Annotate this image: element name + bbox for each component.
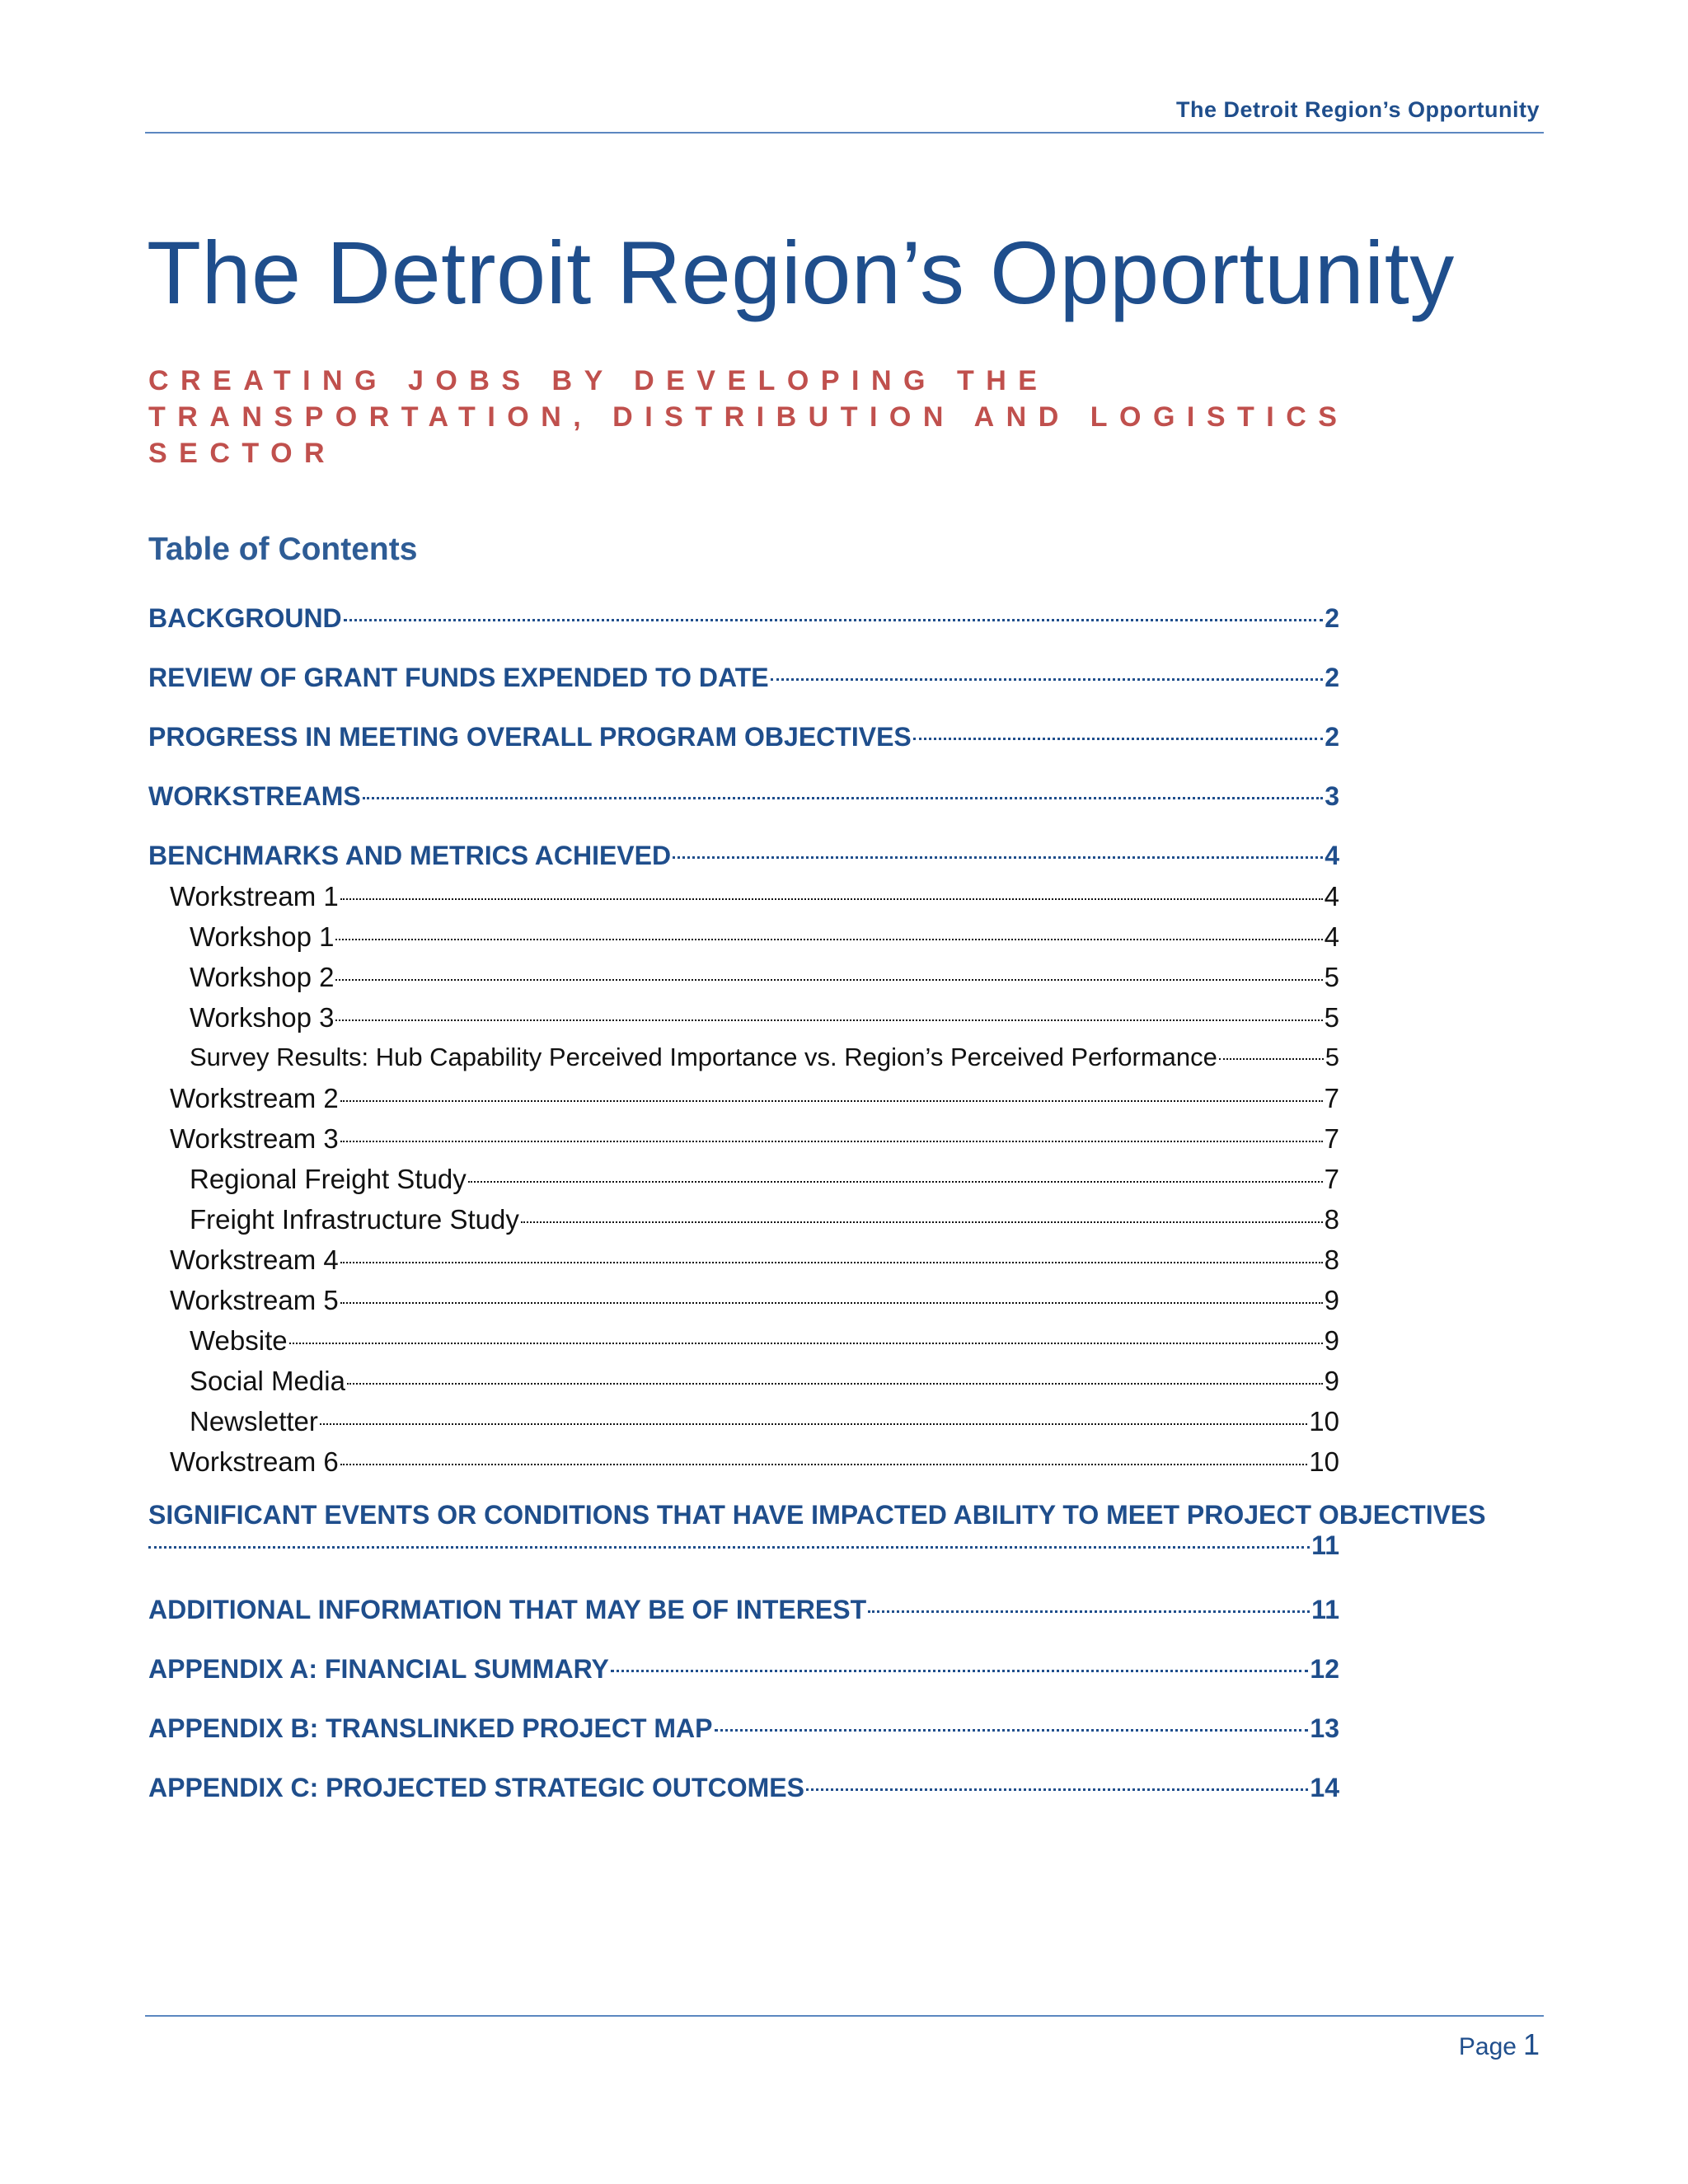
toc-entry-workstream-4[interactable]	[170, 1244, 1339, 1284]
toc-entry-website[interactable]	[190, 1325, 1339, 1365]
toc-entry-workshop-1[interactable]	[190, 921, 1339, 961]
toc-entry-label: APPENDIX B: TRANSLINKED PROJECT MAP	[148, 1713, 713, 1743]
toc-entry-page: 14	[1310, 1773, 1339, 1802]
toc-entry-label: ADDITIONAL INFORMATION THAT MAY BE OF INTEREST	[148, 1595, 867, 1624]
dot-leader	[320, 1423, 1307, 1425]
toc-entry-benchmarks-metrics[interactable]	[148, 841, 1339, 880]
toc-entry-page: 10	[1309, 1446, 1339, 1477]
page-number: 1	[1522, 2027, 1540, 2061]
toc-entry-workstream-1[interactable]	[170, 881, 1339, 921]
toc-entry-page: 5	[1324, 962, 1339, 992]
dot-leader	[1219, 1058, 1324, 1060]
toc-entry-page: 9	[1324, 1285, 1339, 1315]
toc-entry-label: Workshop 3	[190, 1002, 335, 1033]
toc-entry-page: 3	[1325, 781, 1339, 811]
dot-leader	[148, 1546, 1310, 1549]
toc-entry-label: WORKSTREAMS	[148, 781, 361, 811]
toc-entry-label: Workstream 3	[170, 1123, 339, 1154]
toc-entry-survey-results[interactable]	[190, 1043, 1339, 1082]
toc-entry-page: 8	[1324, 1244, 1339, 1275]
dot-leader	[340, 1302, 1323, 1304]
toc-entry-workstream-6[interactable]	[170, 1446, 1339, 1486]
toc-entry-label: BENCHMARKS AND METRICS ACHIEVED	[148, 841, 672, 870]
toc-entry-regional-freight-study[interactable]	[190, 1164, 1339, 1203]
toc-entry-label: Freight Infrastructure Study	[190, 1204, 519, 1235]
dot-leader	[347, 1383, 1323, 1385]
dot-leader	[806, 1788, 1308, 1791]
dot-leader	[340, 898, 1323, 900]
dot-leader	[335, 939, 1322, 940]
toc-entry-review-grant-funds[interactable]	[148, 663, 1339, 702]
document-title: The Detroit Region’s Opportunity	[147, 223, 1455, 322]
toc-entry-page: 5	[1325, 1043, 1339, 1071]
toc-entry-label: REVIEW OF GRANT FUNDS EXPENDED TO DATE	[148, 663, 769, 692]
toc-entry-page: 4	[1325, 841, 1339, 870]
toc-entry-appendix-a[interactable]	[148, 1654, 1339, 1694]
toc-entry-additional-information[interactable]	[148, 1595, 1339, 1634]
header-rule	[145, 132, 1544, 134]
dot-leader	[521, 1221, 1323, 1223]
toc-entry-page: 2	[1325, 722, 1339, 752]
toc-entry-label: Workshop 1	[190, 921, 335, 952]
toc-entry-label: Workstream 4	[170, 1244, 339, 1275]
toc-entry-significant-events[interactable]	[148, 1500, 1486, 1567]
toc-entry-workshop-3[interactable]	[190, 1002, 1339, 1042]
toc-entry-workstream-3[interactable]	[170, 1123, 1339, 1163]
toc-entry-label: Website	[190, 1325, 288, 1356]
document-subtitle: CREATING JOBS BY DEVELOPING THE TRANSPORTATION, DISTRIBUTION AND LOGISTICS SECTOR	[148, 365, 1349, 469]
toc-entry-appendix-c[interactable]	[148, 1773, 1339, 1812]
toc-entry-page: 8	[1324, 1204, 1339, 1235]
dot-leader	[340, 1100, 1323, 1102]
toc-entry-label: Survey Results: Hub Capability Perceived Importance vs. Region’s Perceived Performance	[190, 1043, 1217, 1071]
toc-entry-progress-objectives[interactable]	[148, 722, 1339, 762]
page-label: Page	[1458, 2033, 1517, 2060]
dot-leader	[344, 619, 1324, 621]
toc-entry-page: 12	[1310, 1654, 1339, 1684]
toc-entry-label: Workstream 2	[170, 1083, 339, 1113]
toc-entry-page: 4	[1324, 921, 1339, 952]
dot-leader	[771, 678, 1324, 681]
toc-entry-page: 10	[1309, 1406, 1339, 1436]
toc-entry-page: 7	[1324, 1083, 1339, 1113]
dot-leader	[340, 1464, 1308, 1465]
toc-entry-background[interactable]	[148, 603, 1339, 643]
toc-entry-newsletter[interactable]	[190, 1406, 1339, 1446]
toc-entry-page: 7	[1324, 1123, 1339, 1154]
toc-entry-freight-infrastructure-study[interactable]	[190, 1204, 1339, 1244]
dot-leader	[289, 1343, 1323, 1344]
dot-leader	[611, 1670, 1309, 1672]
dot-leader	[913, 738, 1323, 740]
footer-rule	[145, 2015, 1544, 2017]
toc-entry-social-media[interactable]	[190, 1366, 1339, 1405]
toc-heading: Table of Contents	[148, 532, 418, 567]
toc-entry-page: 2	[1325, 603, 1339, 633]
dot-leader	[340, 1141, 1323, 1142]
toc-entry-page: 5	[1324, 1002, 1339, 1033]
toc-entry-label: Workstream 5	[170, 1285, 339, 1315]
toc-entry-label: Workstream 1	[170, 881, 339, 912]
toc-entry-label: APPENDIX A: FINANCIAL SUMMARY	[148, 1654, 609, 1684]
toc-entry-page: 7	[1324, 1164, 1339, 1194]
toc-entry-page: 13	[1310, 1713, 1339, 1743]
toc-entry-label: Social Media	[190, 1366, 345, 1396]
dot-leader	[335, 979, 1322, 981]
toc-entry-leader-line	[148, 1530, 1339, 1567]
dot-leader	[868, 1610, 1310, 1613]
toc-entry-label: Newsletter	[190, 1406, 318, 1436]
dot-leader	[715, 1729, 1309, 1732]
toc-entry-label: Workshop 2	[190, 962, 335, 992]
dot-leader	[340, 1262, 1323, 1263]
dot-leader	[363, 797, 1323, 799]
dot-leader	[673, 856, 1323, 859]
toc-entry-label: Workstream 6	[170, 1446, 339, 1477]
toc-entry-workstreams[interactable]	[148, 781, 1339, 821]
toc-entry-label: Regional Freight Study	[190, 1164, 467, 1194]
toc-entry-page: 2	[1325, 663, 1339, 692]
page-footer	[1459, 2027, 1540, 2062]
running-header: The Detroit Region’s Opportunity	[1176, 97, 1540, 122]
dot-leader	[335, 1019, 1322, 1021]
toc-entry-page: 11	[1311, 1595, 1339, 1624]
toc-entry-page: 9	[1324, 1325, 1339, 1356]
toc-entry-label: APPENDIX C: PROJECTED STRATEGIC OUTCOMES	[148, 1773, 804, 1802]
toc-entry-workstream-5[interactable]	[170, 1285, 1339, 1324]
toc-entry-label: SIGNIFICANT EVENTS OR CONDITIONS THAT HAVE IMPACTED ABILITY TO MEET PROJECT OBJECTIVES	[148, 1500, 1486, 1530]
toc-entry-appendix-b[interactable]	[148, 1713, 1339, 1753]
toc-entry-page: 4	[1324, 881, 1339, 912]
toc-entry-workstream-2[interactable]	[170, 1083, 1339, 1122]
toc-entry-workshop-2[interactable]	[190, 962, 1339, 1001]
toc-entry-page: 9	[1324, 1366, 1339, 1396]
dot-leader	[468, 1181, 1323, 1183]
toc-entry-label: PROGRESS IN MEETING OVERALL PROGRAM OBJECTIVES	[148, 722, 912, 752]
toc-entry-label: BACKGROUND	[148, 603, 342, 633]
toc-entry-page: 11	[1311, 1530, 1339, 1560]
